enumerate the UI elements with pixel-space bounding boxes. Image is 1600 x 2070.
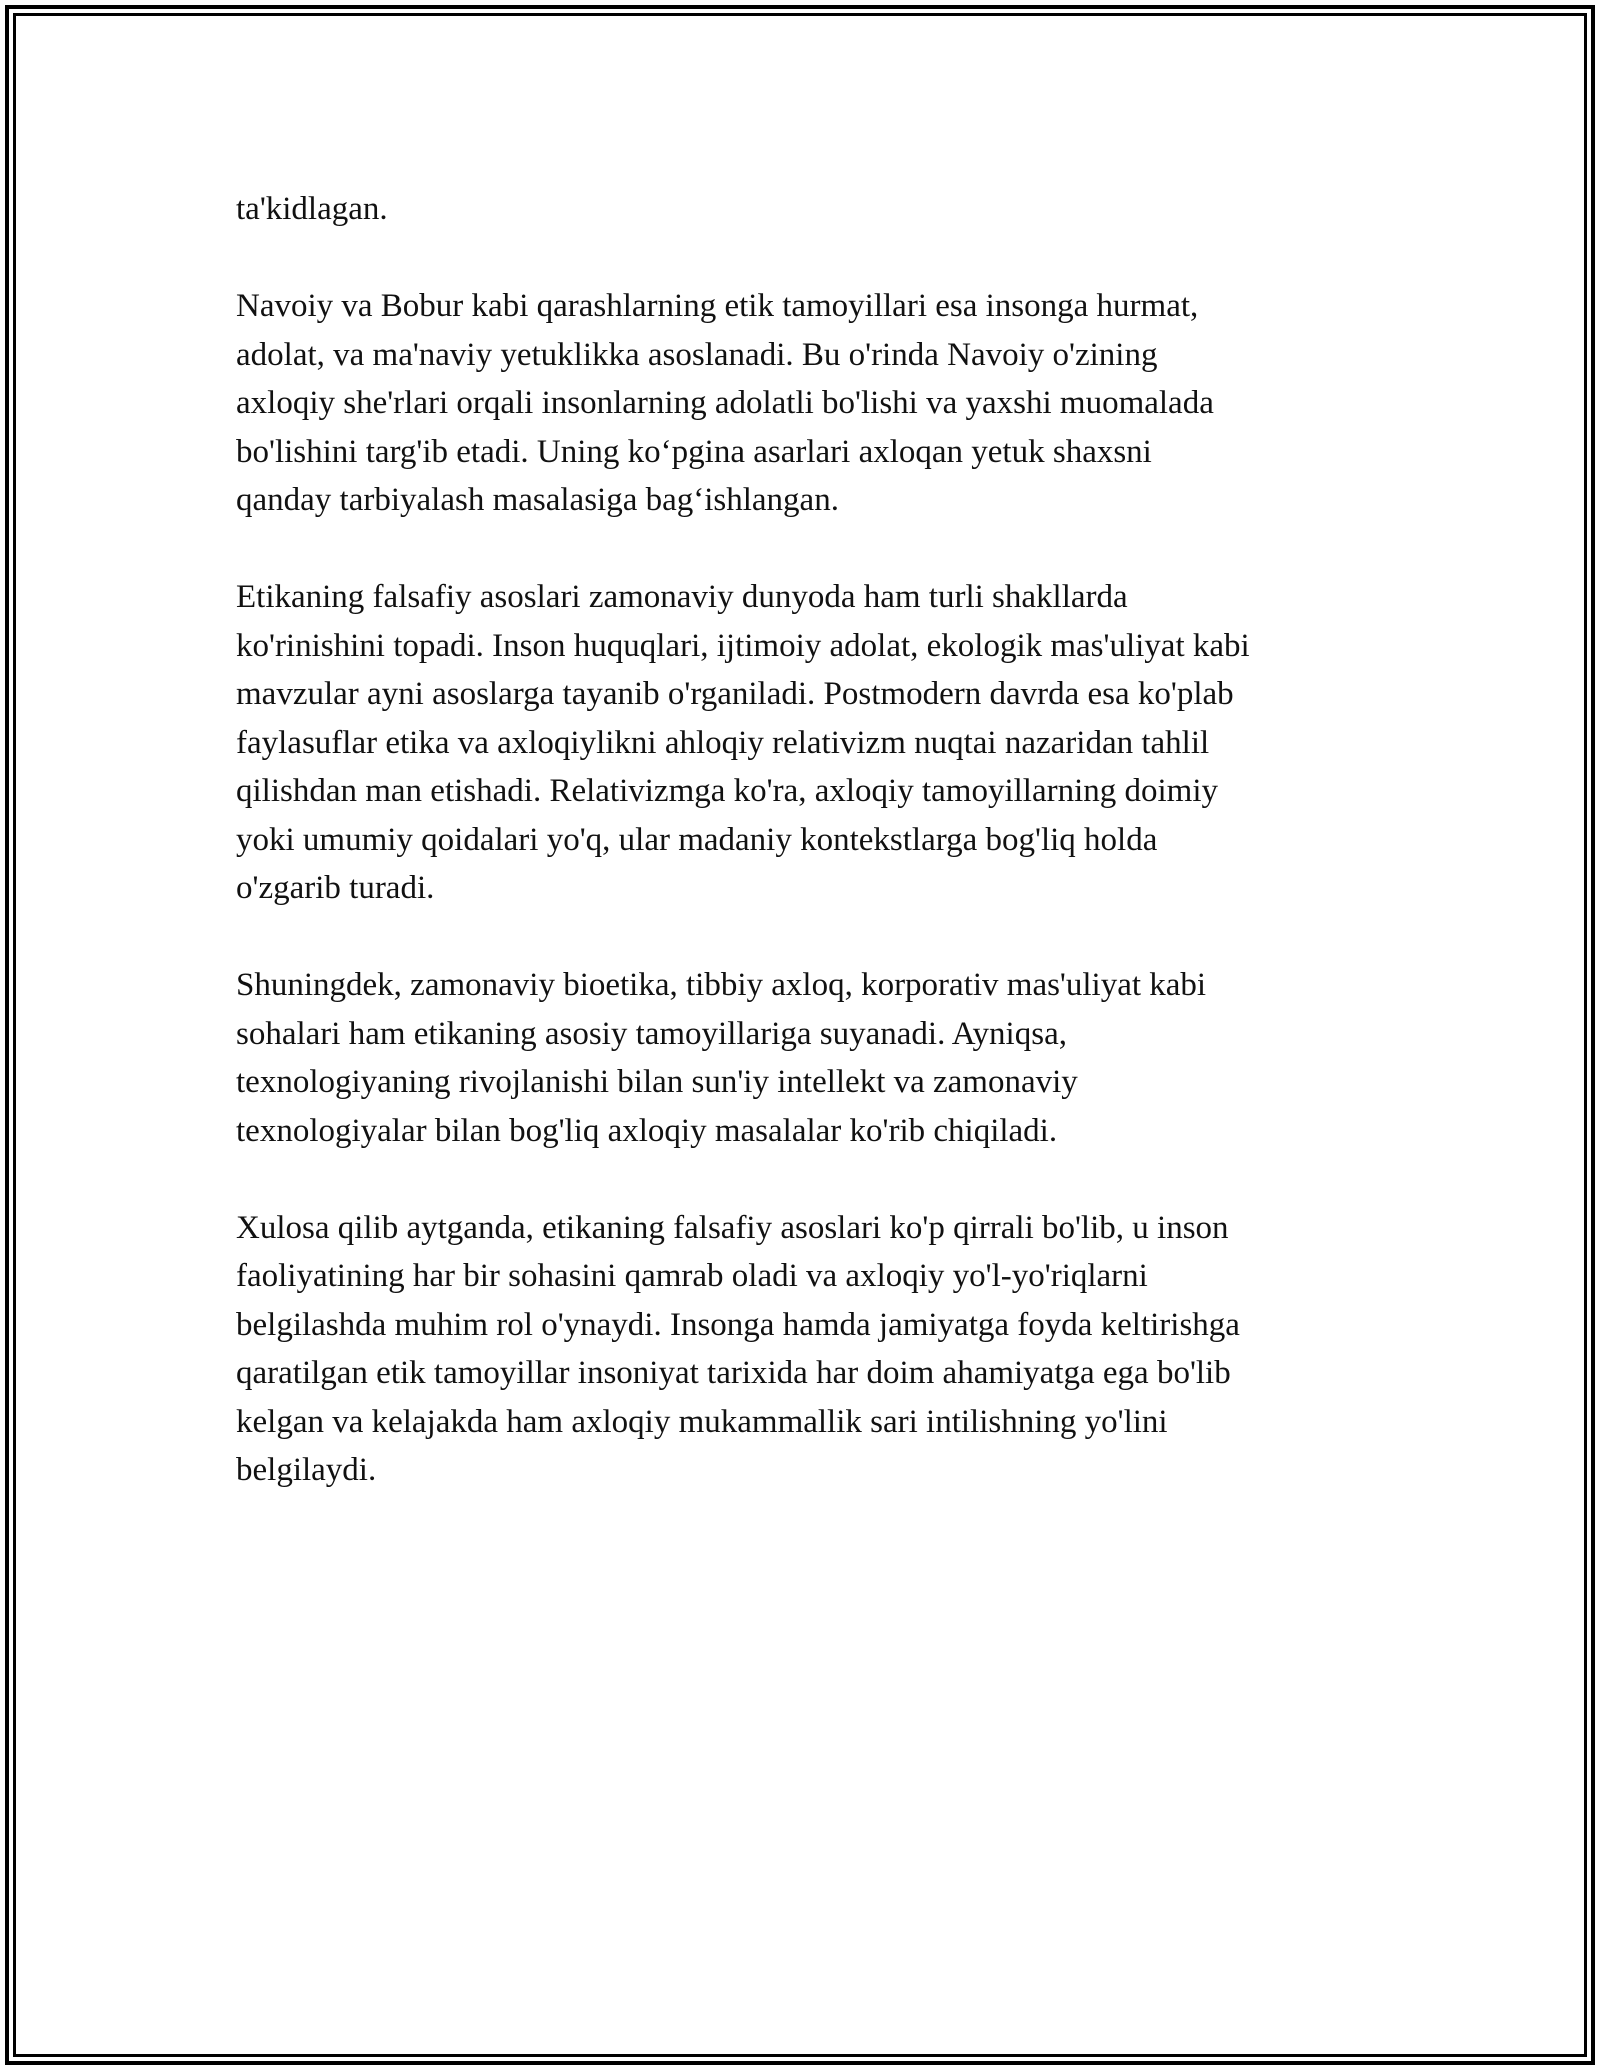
document-body [236, 185, 1376, 1543]
paragraph-navoiy-bobur: Navoiy va Bobur kabi qarashlarning etik tamoyillari esa insonga hurmat, adolat, va ma'naviy yetuklikka asoslanadi. Bu o'rinda Navoiy o'zining axloqiy she'rlari orqali insonlarning adolatli bo'lishi va yaxshi muomalada bo'lishini targ'ib etadi. Uning ko‘pgina asarlari axloqan yetuk shaxsni qanday tarbiyalash masalasiga bag‘ishlangan. [236, 288, 1214, 518]
paragraph-conclusion: Xulosa qilib aytganda, etikaning falsafiy asoslari ko'p qirrali bo'lib, u inson faoliyatining har bir sohasini qamrab oladi va axloqiy yo'l-yo'riqlarni belgilashda muhim rol o'ynaydi. Insonga hamda jamiyatga foyda keltirishga qaratilgan etik tamoyillar insoniyat tarixida har doim ahamiyatga ega bo'lib kelgan va kelajakda ham axloqiy mukammallik sari intilishning yo'lini belgilaydi. [236, 1209, 1240, 1488]
paragraph-bioethics: Shuningdek, zamonaviy bioetika, tibbiy axloq, korporativ mas'uliyat kabi sohalari ham etikaning asosiy tamoyillariga suyanadi. Ayniqsa, texnologiyaning rivojlanishi bilan sun'iy intellekt va zamonaviy texnologiyalar bilan bog'liq axloqiy masalalar ko'rib chiqiladi. [236, 967, 1207, 1149]
paragraph-continuation: ta'kidlagan. [236, 191, 388, 227]
paragraph-modern-ethics: Etikaning falsafiy asoslari zamonaviy dunyoda ham turli shakllarda ko'rinishini topadi. Inson huquqlari, ijtimoiy adolat, ekologik mas'uliyat kabi mavzular ayni asoslarga tayanib o'rganiladi. Postmodern davrda esa ko'plab faylasuflar etika va axloqiylikni ahloqiy relativizm nuqtai nazaridan tahlil qilishdan man etishadi. Relativizmga ko'ra, axloqiy tamoyillarning doimiy yoki umumiy qoidalari yo'q, ular madaniy kontekstlarga bog'liq holda o'zgarib turadi. [236, 579, 1250, 906]
